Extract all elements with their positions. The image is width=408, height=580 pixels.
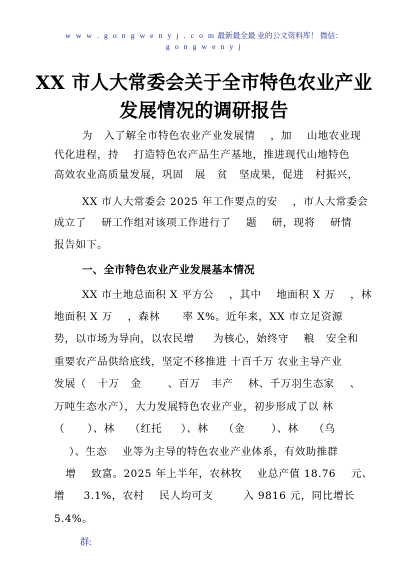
intro-line: 为 入了解全市特色农业产业发展情 ，加 山地农业现 <box>82 130 362 142</box>
section1-line: 增 3.1%，农村 民人均可支 入 9816 元，同比增长 <box>54 490 355 502</box>
intro-line: 高效农业高质量发展，巩固 展 贫 坚成果，促进 村振兴， <box>54 169 359 181</box>
section1-line: XX 市土地总面积 X 平方公 ，其中 地面积 X 万 ，林 <box>82 289 372 301</box>
intro-line: 报告如下。 <box>54 239 108 251</box>
section1-line: 增 致富。2025 年上半年，农林牧 业总产值 18.76 元、 <box>54 468 373 480</box>
title-line-2: 发展情况的调研报告 <box>119 101 289 122</box>
intro-line: 代化进程，持 打造特色农产品生产基地，推进现代山地特色 <box>54 149 350 161</box>
intro-line: XX 市人大常委会 2025 年工作要点的安 ，市人大常委会 <box>82 196 369 208</box>
header-website-link[interactable]: w w w . g o n g w e n y j . c o m <box>65 31 216 40</box>
intro-paragraphs <box>0 127 408 281</box>
header-line-2: g o n g w e n y j <box>165 42 243 51</box>
section1-line: 5.4%。 <box>54 513 93 525</box>
title-line-1: XX 市人大常委会关于全市特色农业产业 <box>35 73 373 94</box>
header-line-1 <box>0 30 408 41</box>
section1-line: 势，以市场为导向，以农民增 为核心，始终守 粮 安全和 <box>54 333 359 345</box>
footer-group-label: 群: <box>80 537 92 547</box>
section1-line: 重要农产品供给底线，坚定不移推进 十百千万 农业主导产业 <box>54 356 343 368</box>
section1-line: 地面积 X 万 ，森林 率 X%。近年来，XX 市立足资源 <box>54 311 343 323</box>
section1-body <box>0 286 408 536</box>
intro-line: 成立了 研工作组对该项工作进行了 题 研，现将 研情 <box>54 217 352 229</box>
section1-line: ）、生态 业等为主导的特色农业产业体系，有效助推群 <box>54 446 339 458</box>
document-title <box>0 70 408 126</box>
header-text-middle: 最新最全最 <box>217 31 256 40</box>
section1-line: 万吨生态水产），大力发展特色农业产业，初步形成了以 林 <box>54 401 334 413</box>
section-heading: 一、全市特色农业产业发展基本情况 <box>82 264 255 276</box>
page-header <box>0 30 408 52</box>
header-text-right: 业的公文资料库！ 微信： <box>257 31 343 40</box>
section1-line: （ ）、林 （红托 ）、林 （金 ）、林 （乌 <box>54 423 336 435</box>
section1-line: 发展（ 十万 金 、百万 丰产 林、千万羽生态家 、 <box>54 378 361 390</box>
